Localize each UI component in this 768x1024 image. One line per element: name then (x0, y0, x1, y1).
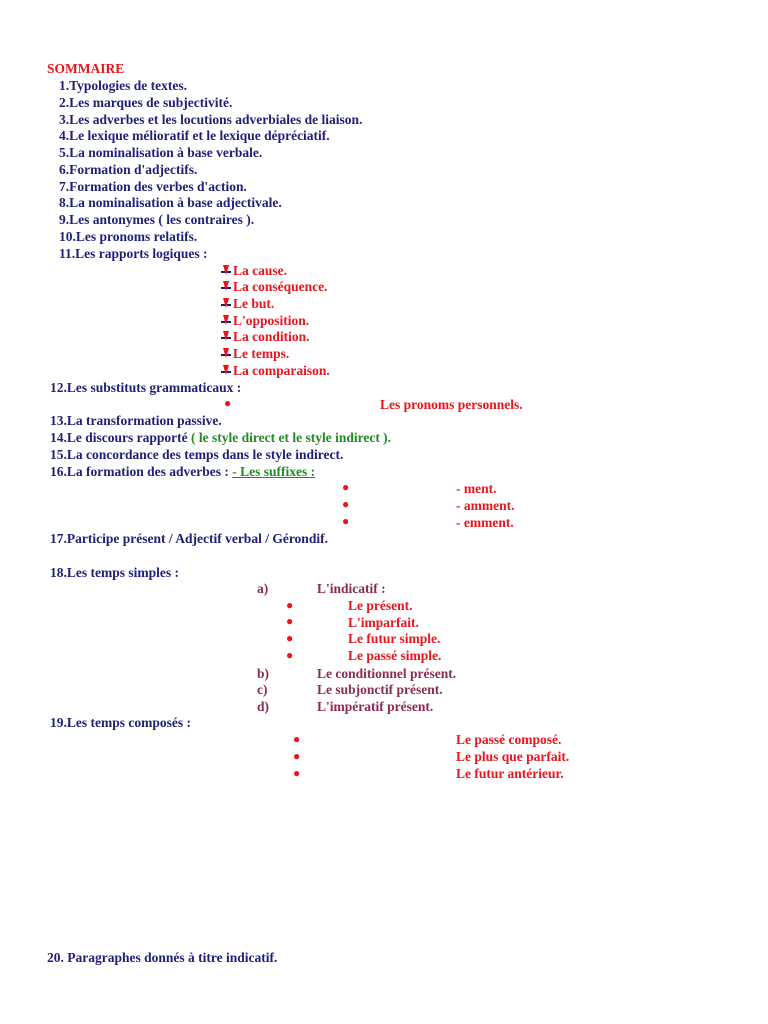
toc-item-16 (50, 465, 315, 479)
arrow-bullet-icon (221, 281, 231, 293)
red-dot-bullet-icon: ● (286, 631, 294, 645)
toc-item-12: 12.Les substituts grammaticaux : (50, 380, 242, 395)
logic-item: La conséquence. (233, 279, 328, 294)
indicatif-item: L'imparfait. (348, 615, 419, 630)
indicatif-item: Le passé simple. (348, 648, 442, 663)
toc-item-18: 18.Les temps simples : (50, 565, 179, 580)
logic-item: L'opposition. (233, 313, 310, 328)
logic-item: La comparaison. (233, 363, 330, 378)
toc-item-1: 1.Typologies de textes. (59, 78, 187, 93)
toc-item-16-label: 16.La formation des adverbes : (50, 464, 229, 479)
compound-tense-item: Le passé composé. (456, 732, 562, 747)
tense-marker-c: c) (257, 682, 268, 697)
arrow-bullet-icon (221, 265, 231, 277)
red-dot-bullet-icon: ● (342, 497, 350, 511)
indicatif-item: Le futur simple. (348, 631, 441, 646)
toc-item-14 (50, 431, 391, 445)
toc-item-7: 7.Formation des verbes d'action. (59, 179, 247, 194)
toc-item-2: 2.Les marques de subjectivité. (59, 95, 233, 110)
red-dot-bullet-icon: ● (342, 514, 350, 528)
suffix-item: - amment. (456, 498, 515, 513)
toc-item-19: 19.Les temps composés : (50, 715, 191, 730)
logic-item: La condition. (233, 329, 310, 344)
toc-item-11: 11.Les rapports logiques : (59, 246, 208, 261)
toc-item-16-detail: - Les suffixes : (232, 464, 316, 479)
toc-item-6: 6.Formation d'adjectifs. (59, 162, 198, 177)
arrow-bullet-icon (221, 365, 231, 377)
red-dot-bullet-icon: ● (342, 480, 350, 494)
logic-item: La cause. (233, 263, 287, 278)
tense-label-subjonctif: Le subjonctif présent. (317, 682, 443, 697)
suffix-item: - ment. (456, 481, 497, 496)
red-dot-bullet-icon: ● (293, 732, 301, 746)
red-dot-bullet-icon: ● (293, 749, 301, 763)
compound-tense-item: Le futur antérieur. (456, 766, 564, 781)
toc-item-10: 10.Les pronoms relatifs. (59, 229, 198, 244)
toc-item-13: 13.La transformation passive. (50, 413, 222, 428)
toc-item-4: 4.Le lexique mélioratif et le lexique dépréciatif. (59, 128, 330, 143)
arrow-bullet-icon (221, 331, 231, 343)
toc-item-15: 15.La concordance des temps dans le style indirect. (50, 447, 344, 462)
red-dot-bullet-icon: ● (286, 598, 294, 612)
substitute-item: Les pronoms personnels. (380, 397, 523, 412)
tense-marker-b: b) (257, 666, 270, 681)
tense-label-indicatif: L'indicatif : (317, 581, 386, 596)
indicatif-item: Le présent. (348, 598, 413, 613)
tense-marker-d: d) (257, 699, 270, 714)
red-dot-bullet-icon: ● (286, 648, 294, 662)
toc-item-3: 3.Les adverbes et les locutions adverbiales de liaison. (59, 112, 363, 127)
suffix-item: - emment. (456, 515, 514, 530)
logic-item: Le but. (233, 296, 275, 311)
tense-label-conditionnel: Le conditionnel présent. (317, 666, 457, 681)
toc-item-5: 5.La nominalisation à base verbale. (59, 145, 263, 160)
toc-item-14-detail: ( le style direct et le style indirect ). (191, 430, 392, 445)
tense-marker-a: a) (257, 581, 269, 596)
toc-item-14-label: 14.Le discours rapporté (50, 430, 188, 445)
toc-item-17: 17.Participe présent / Adjectif verbal / Gérondif. (50, 531, 328, 546)
logic-item: Le temps. (233, 346, 290, 361)
arrow-bullet-icon (221, 348, 231, 360)
arrow-bullet-icon (221, 298, 231, 310)
page-title: SOMMAIRE (47, 61, 125, 76)
red-dot-bullet-icon: ● (286, 614, 294, 628)
toc-item-8: 8.La nominalisation à base adjectivale. (59, 195, 282, 210)
tense-label-imperatif: L'impératif présent. (317, 699, 434, 714)
red-dot-bullet-icon: ● (293, 766, 301, 780)
red-dot-bullet-icon: ● (224, 396, 232, 410)
arrow-bullet-icon (221, 315, 231, 327)
toc-item-9: 9.Les antonymes ( les contraires ). (59, 212, 255, 227)
toc-item-20: 20. Paragraphes donnés à titre indicatif. (47, 950, 278, 965)
compound-tense-item: Le plus que parfait. (456, 749, 570, 764)
